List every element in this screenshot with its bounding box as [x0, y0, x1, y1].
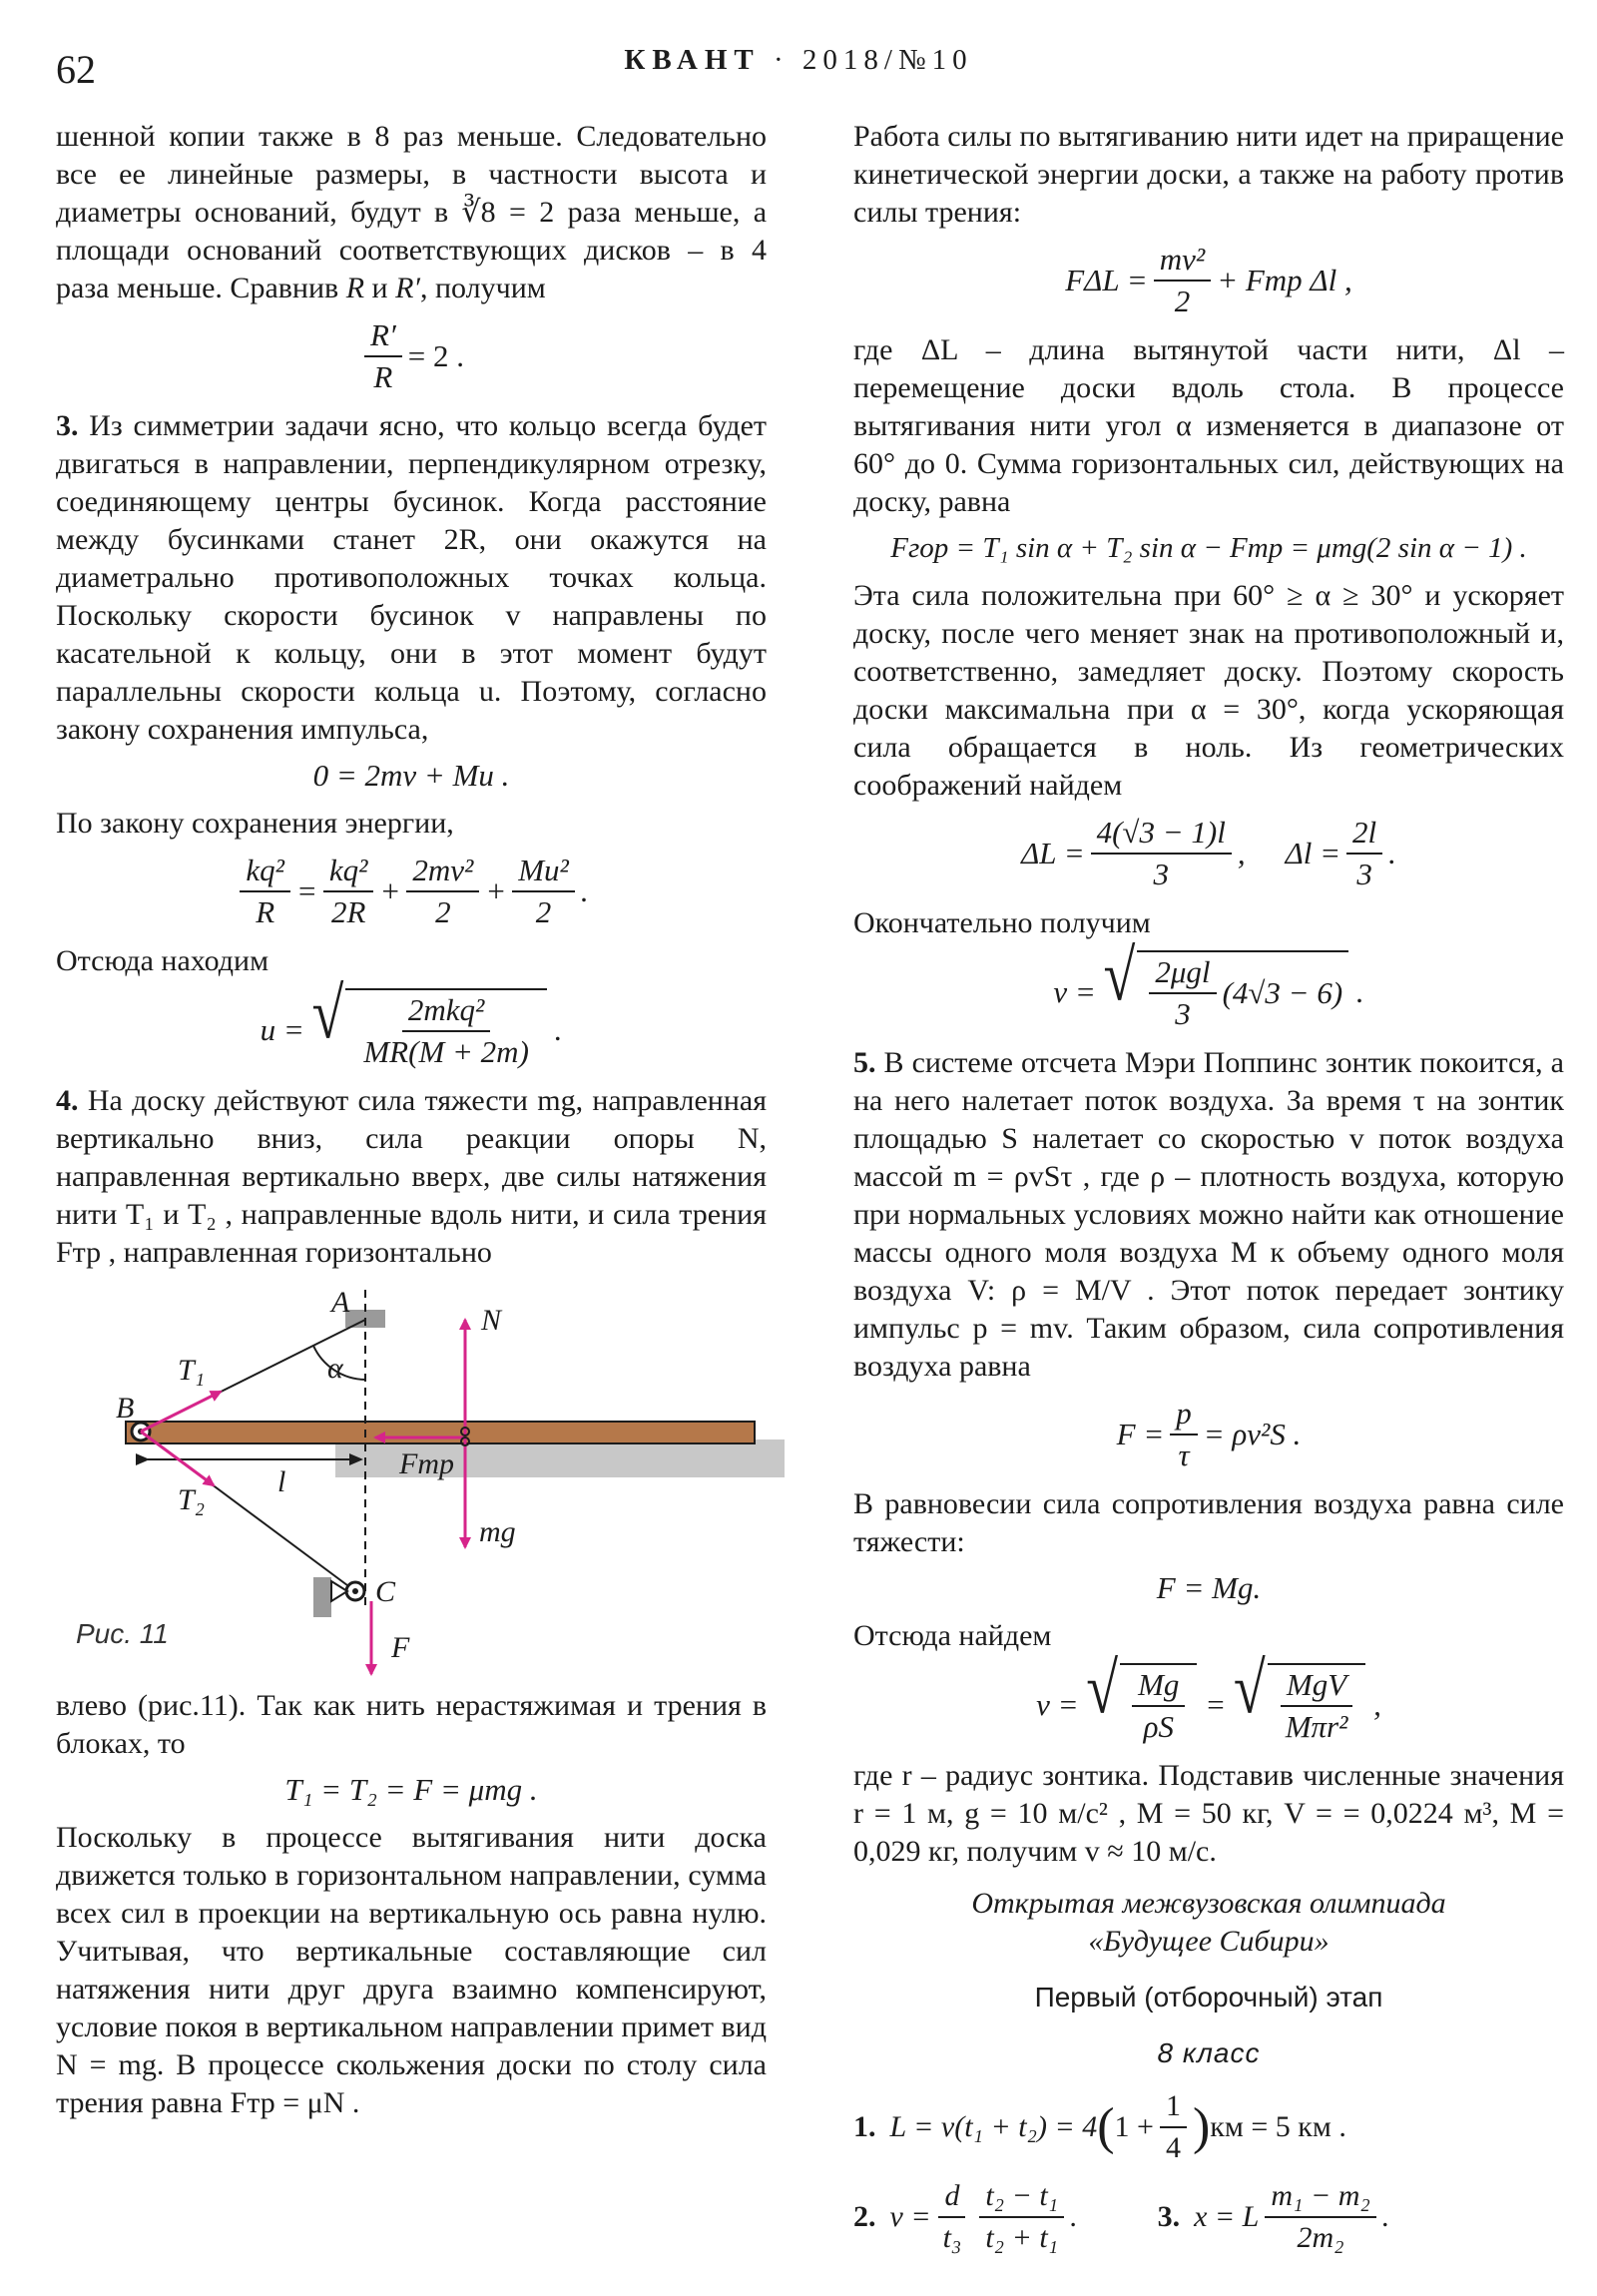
cube-root: ∛8 = 2 — [461, 196, 555, 229]
equation-umbrella-velocity: v = √ $\frac{Mg}{\rho S}$ = √ $\frac{\text{MgV}}{\text{Μπr²}}$ , — [853, 1663, 1564, 1747]
olympiad-title: Открытая межвузовская олимпиада «Будущее Сибири» — [971, 1887, 1446, 1958]
equation-velocity-u: u = √ $\frac{\text{2mkq²}}{MR(M + 2m)}$ . — [56, 988, 767, 1072]
paragraph: В равновесии сила сопротивления воздуха равна силе тяжести: — [853, 1487, 1564, 1558]
label-f: F — [391, 1631, 410, 1664]
paragraph: По закону сохранения энергии, — [56, 807, 454, 840]
grade-title: 8 класс — [1157, 2037, 1261, 2068]
paragraph: Поскольку в процессе вытягивания нити доска движется только в горизонтальном направлении, сумма всех сил в проекции на вертикальную ось равна нулю. Учитывая, что вертикальные составляющие сил натяжения нити друг друга взаимно компенсируют, условие покоя в вертикальном направлении примет вид N = mg. В процессе скольжения доски по столу сила трения равна Fтр = μN . — [56, 1821, 767, 2119]
equation-final-velocity: v = √ $\frac{\text{2μgl}}{3}$ (4√3 − 6) . — [853, 950, 1564, 1034]
equation-work: FΔL = $\frac{\text{mv²}}{2}$ + Fтр Δl , — [1065, 242, 1352, 318]
label-t2: T₂ — [178, 1483, 206, 1516]
paragraph: Эта сила положительна при 60° ≥ α ≥ 30° и ускоряет доску, после чего меняет знак на противоположный и, соответственно, замедляет доску. Поэтому скорость доски максимальна при α = 30°, когда ускоряющая сила обращается в ноль. Из геометрических соображений найдем — [853, 579, 1564, 802]
equation-energy: $\frac{\text{kq²}}{R}$ = $\frac{\text{kq²}}{2R}$ + $\frac{\text{2mv²}}{2}$ + $\frac{\text{Mu²}}{2}$ . — [56, 851, 767, 932]
figure-11 — [56, 1280, 767, 1679]
journal-header — [0, 44, 1597, 77]
label-mg: mg — [479, 1515, 516, 1548]
label-a: A — [331, 1286, 350, 1319]
equation-geometry: ΔL = $\frac{4(√3 - 1)l}{3}$ , Δl = $\frac{2l}{3}$ . — [1021, 815, 1396, 891]
pulley-c-mount — [313, 1577, 331, 1617]
header-separator: · — [773, 44, 790, 76]
paragraph: Отсюда находим — [56, 944, 269, 977]
paragraph: Работа силы по вытягиванию нити идет на приращение кинетической энергии доски, а также на работу против силы трения: — [853, 120, 1564, 229]
label-l: l — [277, 1465, 286, 1498]
equation-ratio: $\frac{R'}{R}$ = 2 . — [56, 315, 767, 397]
paragraph: влево (рис.11). Так как нить нерастяжимая и трения в блоках, то — [56, 1689, 767, 1760]
equation-momentum: 0 = 2mv + Mu . — [312, 758, 510, 793]
journal-issue: 2018/№10 — [801, 44, 973, 76]
paragraph: шенной копии также в 8 раз меньше. Следовательно все ее линейные размеры, в частности высота и диаметры оснований, будут в ∛8 = 2 раза меньше, а площади оснований соответствующих дисков – в 4 раза меньше. Сравнив R и R′, получим — [56, 120, 768, 304]
label-alpha: α — [327, 1352, 343, 1385]
paragraph: где ΔL – длина вытянутой части нити, Δl – перемещение доски вдоль стола. В процессе вытягивания нити угол α изменяется в диапазоне от 60° до 0. Сумма горизонтальных сил, действующих на доску, равна — [853, 333, 1564, 518]
label-t1: T₁ — [178, 1354, 206, 1387]
equation-horizontal-force: Fгор = T₁ sin α + T₂ sin α − Fтр = μmg(2 sin α − 1) . — [890, 532, 1527, 564]
board — [126, 1422, 755, 1443]
equation-drag-force: F = $\frac{p}{\tau}$ = ρv²S . — [1116, 1396, 1302, 1472]
page-number: 62 — [56, 47, 96, 92]
paragraph: где r – радиус зонтика. Подставив численные значения r = 1 м, g = 10 м/с² , M = 50 кг, V = = 0,0224 м³, Μ = 0,029 кг, получим v ≈ 10 м/с. — [853, 1759, 1564, 1868]
problem-5: 5. В системе отсчета Мэри Поппинс зонтик покоится, а на него налетает поток воздуха. За время τ на зонтик площадью S налетает со скоростью v поток воздуха массой m = ρvSτ , где ρ – плотность воздуха, которую при нормальных условиях можно найти как отношение массы одного моля воздуха Μ к объему одного моля воздуха V: ρ = Μ/V . Этот поток передает зонтику импульс p = mv. Таким образом, сила сопротивления воздуха равна — [853, 1046, 1564, 1383]
answers-2-3: 2. v = $\frac{d}{\text{t₃}}$ $\frac{\text{t₂ − t₁}}{\text{t₂ + t₁}}$ . 3. x = L $\frac{\text{m₁ − m₂}}{\text{2m₂}}$ . — [853, 2176, 1564, 2258]
label-c: C — [375, 1575, 396, 1608]
answer-1: 1. L = v(t₁ + t₂) = 4 ( 1 + $\frac{1}{4}$ ) км = 5 км . — [853, 2086, 1564, 2168]
journal-title: КВАНТ — [624, 44, 761, 76]
problem-4: 4. На доску действуют сила тяжести mg, направленная вертикально вниз, сила реакции опоры N, направленная вертикально вверх, две силы натяжения нити T₁ и T₂ , направленные вдоль нити, и сила трения Fтр , направленная горизонтально — [56, 1084, 768, 1269]
figure-caption: Рис. 11 — [76, 1618, 169, 1649]
equation-equilibrium: F = Mg. — [1156, 1570, 1262, 1605]
problem-3: 3. Из симметрии задачи ясно, что кольцо всегда будет двигаться в направлении, перпендикулярном отрезку, соединяющему центры бусинок. Когда расстояние между бусинками станет 2R, они окажутся на диаметрально противоположных точках кольца. Поскольку скорости бусинок v направлены по касательной к кольцу, они в этот момент будут параллельны скорости кольца u. Поэтому, согласно закону сохранения импульса, — [56, 409, 768, 746]
label-ftr: Fтр — [399, 1447, 454, 1480]
equation-tensions: T₁ = T₂ = F = μmg . — [284, 1772, 538, 1807]
paragraph: Окончательно получим — [853, 906, 1151, 939]
stage-title: Первый (отборочный) этап — [1034, 1982, 1383, 2012]
left-column — [56, 118, 767, 2122]
right-column — [853, 118, 1564, 2258]
label-n: N — [481, 1304, 502, 1337]
label-b: B — [116, 1392, 135, 1425]
paragraph: Отсюда найдем — [853, 1619, 1052, 1652]
